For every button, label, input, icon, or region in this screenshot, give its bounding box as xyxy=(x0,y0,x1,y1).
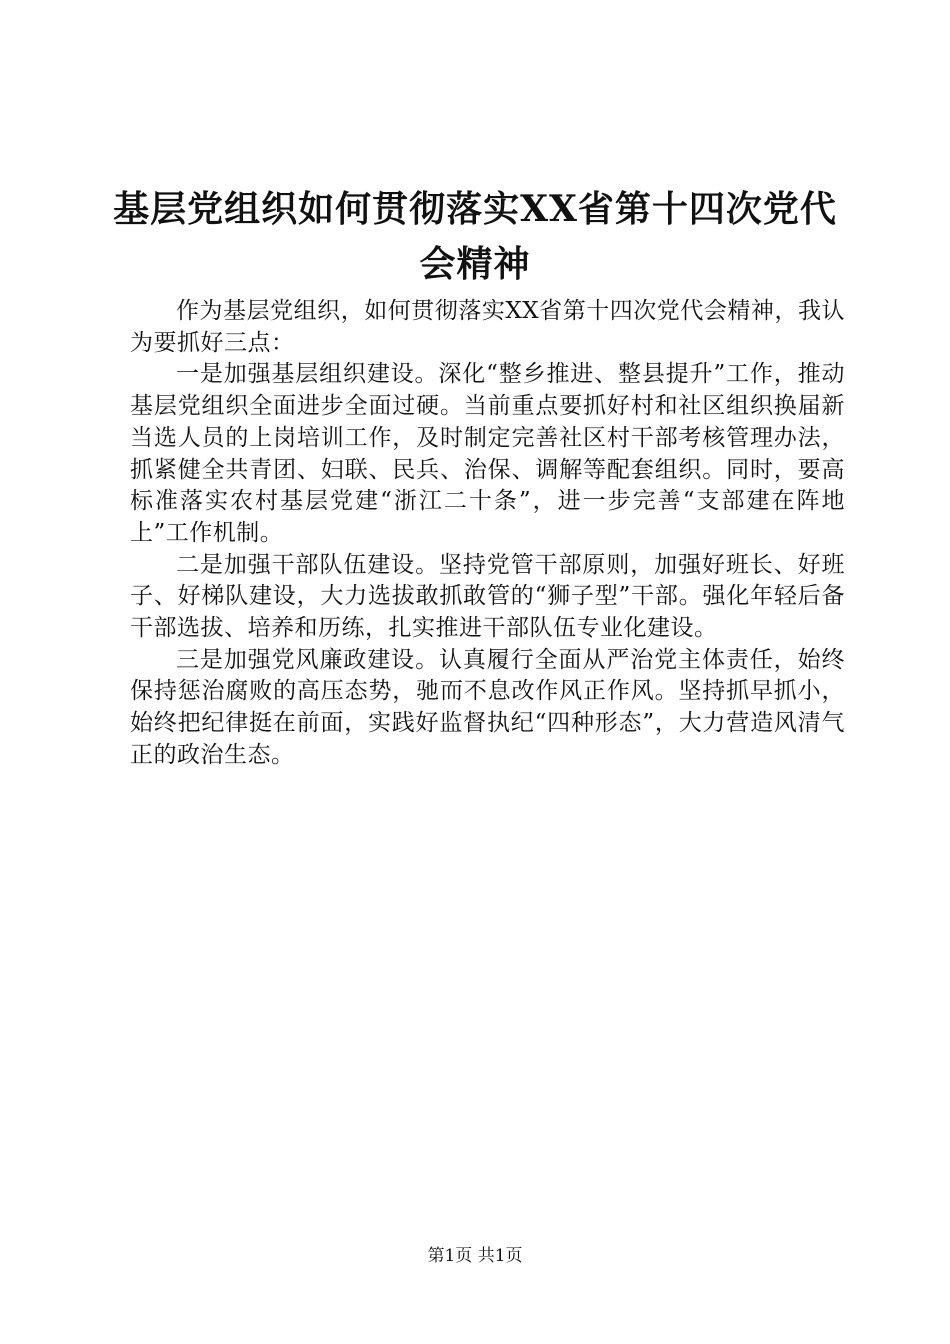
page-footer: 第1页 共1页 xyxy=(427,1246,523,1266)
paragraph-cadres: 二是加强干部队伍建设。坚持党管干部原则，加强好班长、好班子、好梯队建设，大力选拔敢抓敢管的“狮子型”干部。强化年轻后备干部选拔、培养和历练，扎实推进干部队伍专业化建设。 xyxy=(130,551,845,642)
document-body xyxy=(130,296,845,772)
paragraph-integrity: 三是加强党风廉政建设。认真履行全面从严治党主体责任，始终保持惩治腐败的高压态势，驰而不息改作风正作风。坚持抓早抓小，始终把纪律挺在前面，实践好监督执纪“四种形态”，大力营造风清气正的政治生态。 xyxy=(130,646,845,768)
paragraph-intro: 作为基层党组织，如何贯彻落实XX省第十四次党代会精神，我认为要抓好三点： xyxy=(130,298,845,356)
document-title-line-2: 会精神 xyxy=(419,243,531,285)
document-title-line-1: 基层党组织如何贯彻落实XX省第十四次党代 xyxy=(113,188,837,230)
paragraph-organization: 一是加强基层组织建设。深化“整乡推进、整县提升”工作，推动基层党组织全面进步全面过硬。当前重点要抓好村和社区组织换届新当选人员的上岗培训工作，及时制定完善社区村干部考核管理办法，抓紧健全共青团、妇联、民兵、治保、调解等配套组织。同时，要高标准落实农村基层党建“浙江二十条”，进一步完善“支部建在阵地上”工作机制。 xyxy=(130,361,845,546)
